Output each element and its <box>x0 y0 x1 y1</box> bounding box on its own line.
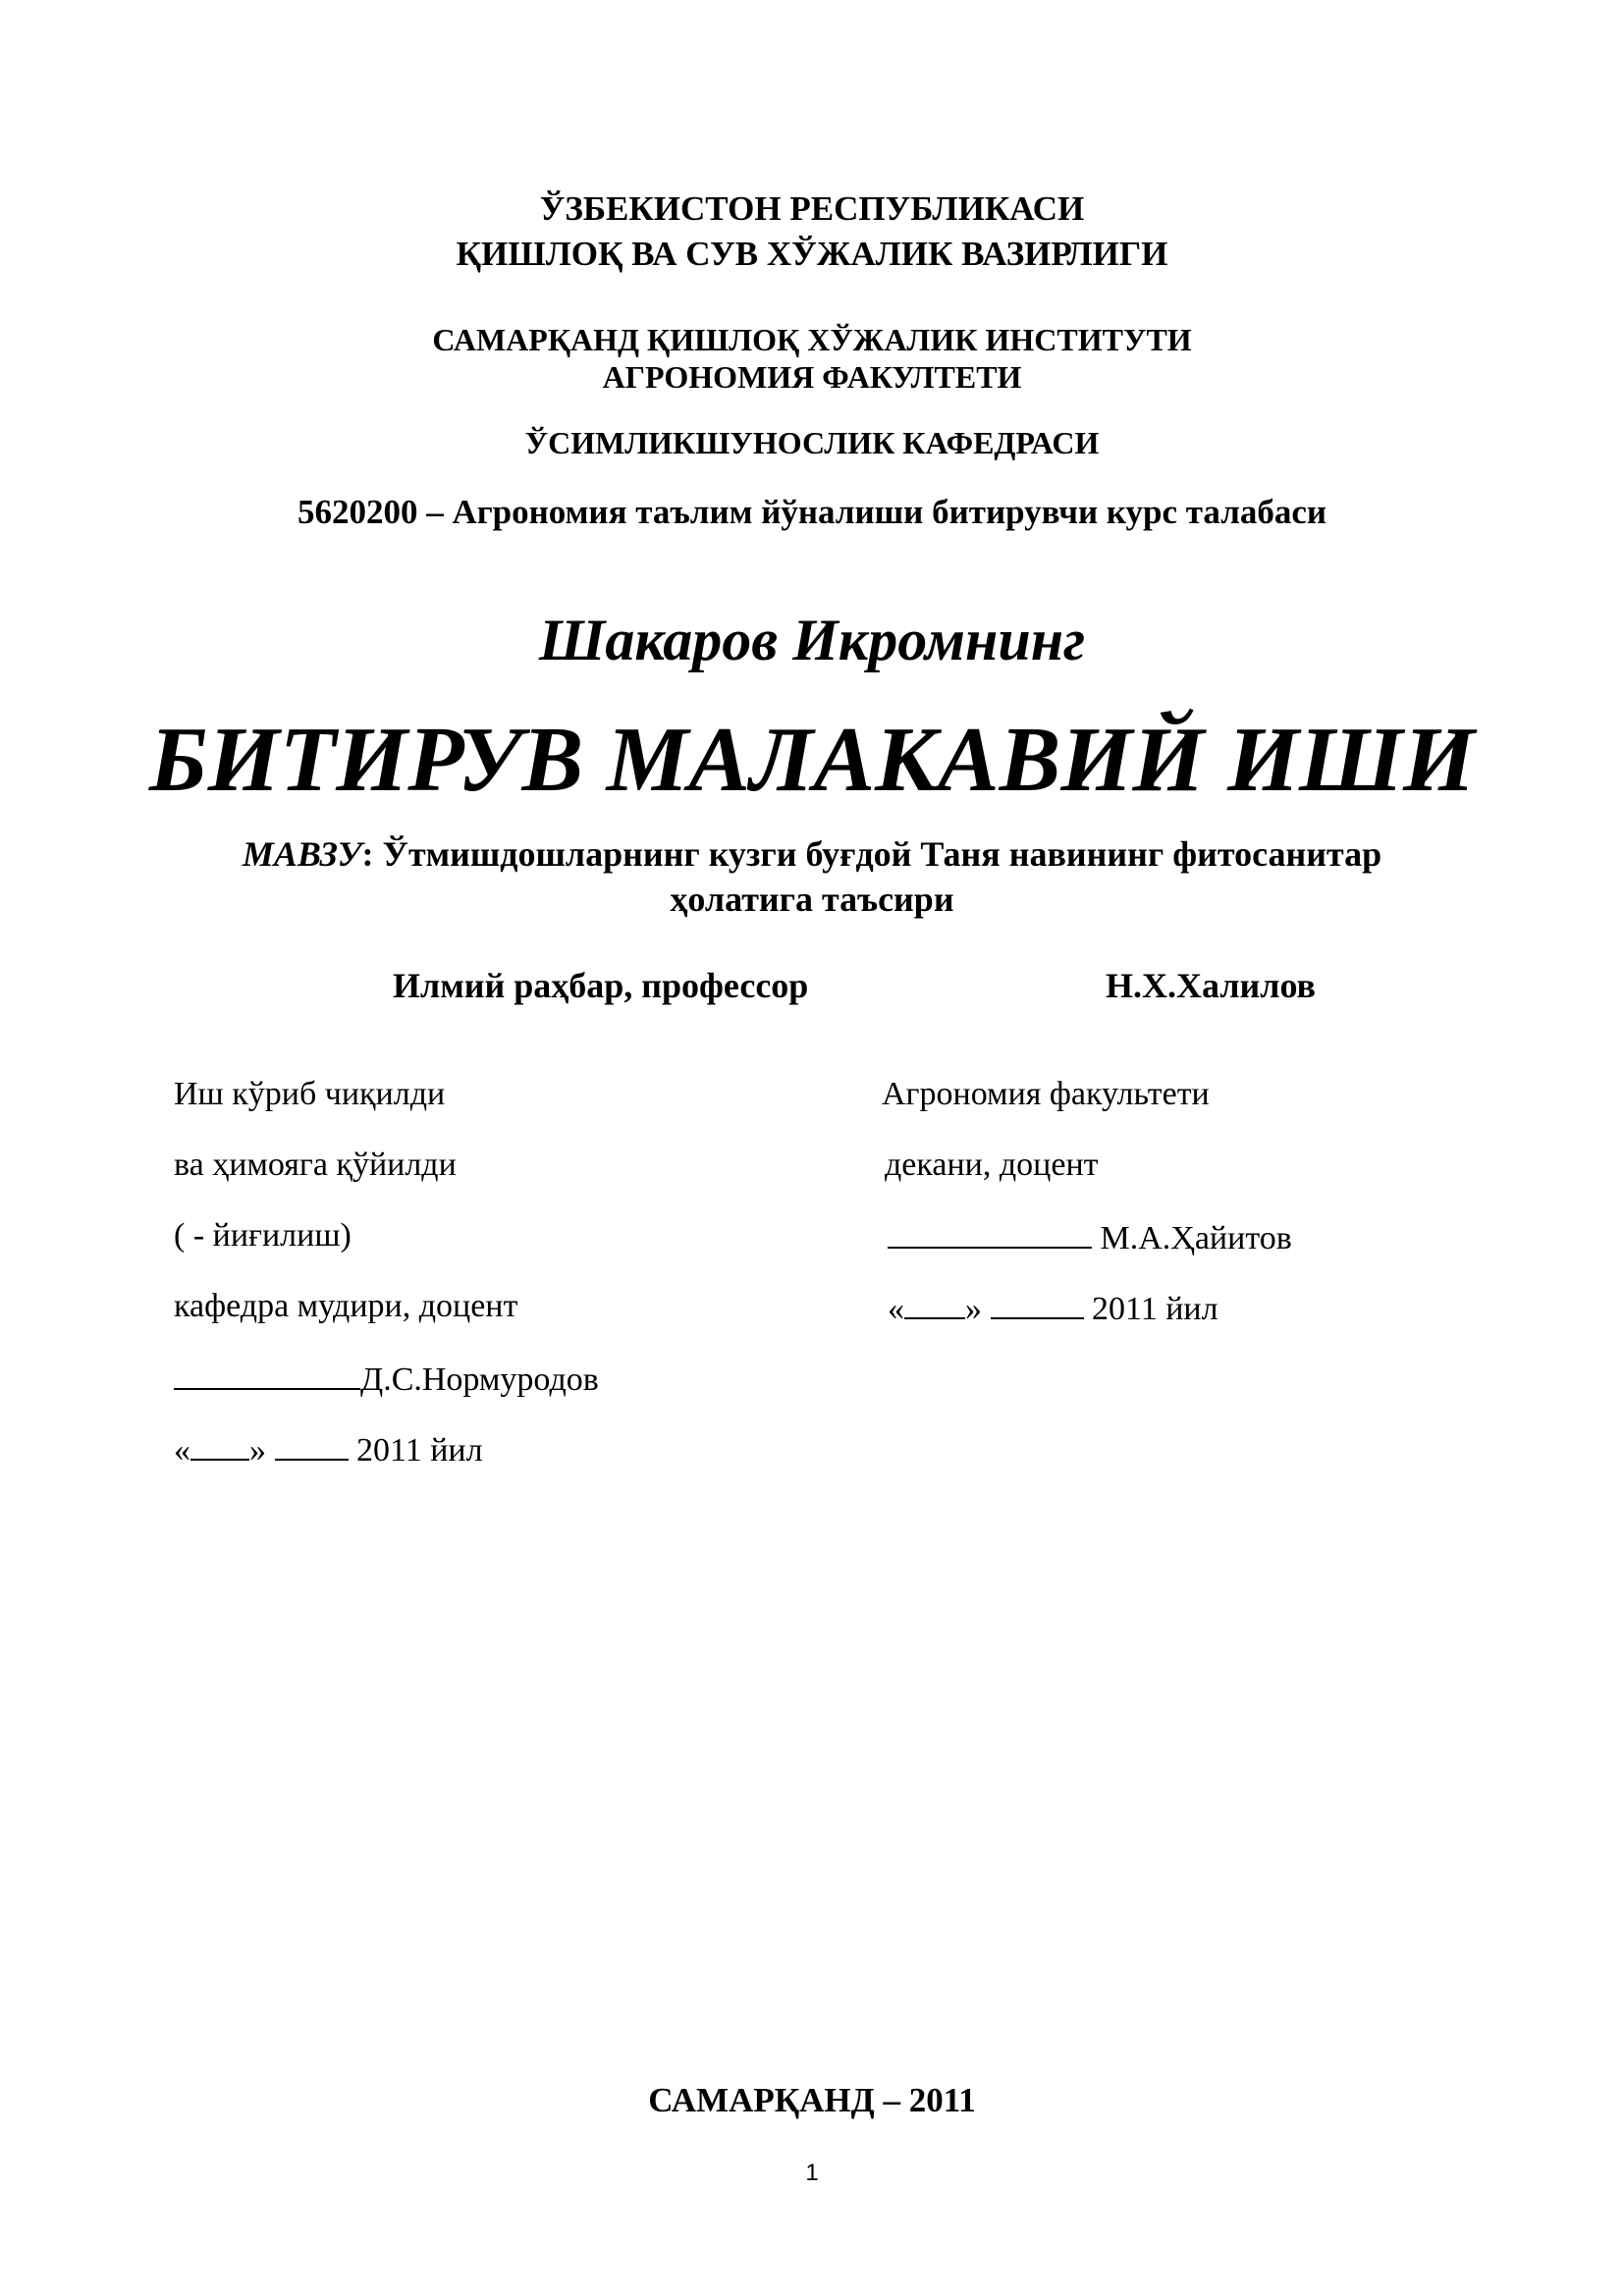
signature-blank <box>888 1217 1092 1249</box>
approval-line-1: Иш кўриб чиқилди <box>174 1076 446 1112</box>
quote-close: » <box>249 1432 266 1468</box>
approval-line-2: ва ҳимояга қўйилди <box>174 1147 457 1183</box>
city-year: САМАРҚАНД – 2011 <box>648 2081 976 2119</box>
header-institute: САМАРҚАНД ҚИШЛОҚ ХЎЖАЛИК ИНСТИТУТИ <box>432 322 1192 357</box>
approval-line-4: кафедра мудири, доцент <box>174 1288 518 1324</box>
header-faculty: АГРОНОМИЯ ФАКУЛТЕТИ <box>602 359 1022 395</box>
head-of-department-name: Д.С.Нормуродов <box>360 1362 599 1398</box>
quote-open: « <box>174 1432 190 1468</box>
approval-line-3: ( - йиғилиш) <box>174 1217 352 1254</box>
document-title: БИТИРУВ МАЛАКАВИЙ ИШИ <box>148 709 1476 811</box>
header-department: ЎСИМЛИКШУНОСЛИК КАФЕДРАСИ <box>524 425 1100 460</box>
topic-label: МАВЗУ <box>242 834 362 874</box>
approval-date-line <box>174 1429 483 1469</box>
dean-signature-line <box>888 1217 1292 1257</box>
author-name: Шакаров Икромнинг <box>538 608 1086 672</box>
dean-date-line <box>888 1288 1218 1328</box>
header-republic: ЎЗБЕКИСТОН РЕСПУБЛИКАСИ <box>539 189 1085 228</box>
quote-open: « <box>888 1291 904 1327</box>
month-blank <box>991 1288 1084 1319</box>
month-blank <box>275 1429 349 1461</box>
dean-name: М.А.Ҳайитов <box>1100 1220 1292 1256</box>
dean-year: 2011 йил <box>1092 1291 1218 1327</box>
day-blank <box>904 1288 965 1319</box>
supervisor-name: Н.Х.Халилов <box>1106 966 1316 1005</box>
approval-year: 2011 йил <box>356 1432 483 1468</box>
dean-line-2: декани, доцент <box>885 1147 1099 1183</box>
page-number: 1 <box>805 2160 819 2186</box>
topic-text-1: Ўтмишдошларнинг кузги буғдой Таня навининг фитосанитар <box>382 834 1382 874</box>
header-program: 5620200 – Агрономия таълим йўналиши битирувчи курс талабаси <box>297 493 1327 531</box>
quote-close: » <box>965 1291 982 1327</box>
dean-line-1: Агрономия факультети <box>882 1076 1210 1112</box>
topic-line-2: ҳолатига таъсири <box>670 880 954 919</box>
approval-signature-line <box>174 1359 599 1399</box>
header-ministry: ҚИШЛОҚ ВА СУВ ХЎЖАЛИК ВАЗИРЛИГИ <box>456 235 1168 273</box>
signature-blank <box>174 1359 360 1390</box>
topic-line-1 <box>0 833 1624 875</box>
day-blank <box>190 1429 249 1461</box>
supervisor-role: Илмий раҳбар, профессор <box>393 966 809 1005</box>
topic-colon: : <box>361 834 383 874</box>
